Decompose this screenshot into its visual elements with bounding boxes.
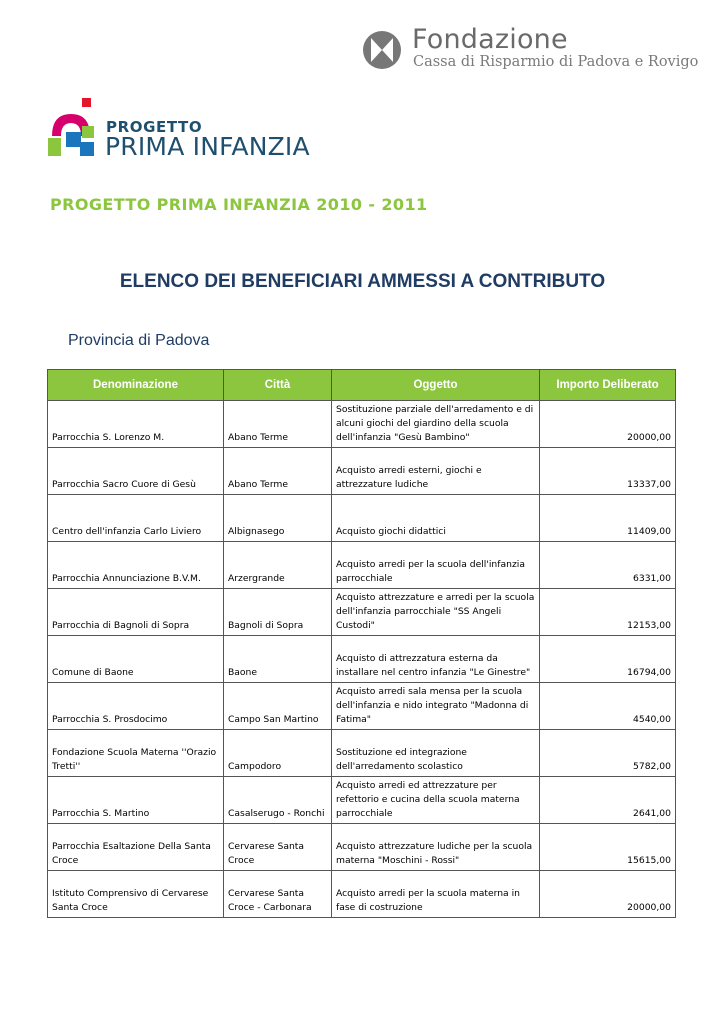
cell-oggetto: Acquisto di attrezzatura esterna da installare nel centro infanzia "Le Ginestre": [332, 636, 540, 683]
cell-citta: Abano Terme: [224, 401, 332, 448]
cell-oggetto: Acquisto attrezzature ludiche per la scuola materna "Moschini - Rossi": [332, 824, 540, 871]
table-row: [48, 824, 676, 871]
fondazione-subtitle: Cassa di Risparmio di Padova e Rovigo: [413, 54, 699, 70]
logo-word-progetto: PROGETTO: [106, 118, 203, 136]
cell-denominazione: Parrocchia Annunciazione B.V.M.: [48, 542, 224, 589]
building-blocks-icon: [48, 98, 108, 160]
cell-importo: 6331,00: [540, 542, 676, 589]
cell-citta: Abano Terme: [224, 448, 332, 495]
cell-citta: Casalserugo - Ronchi: [224, 777, 332, 824]
fondazione-logo: [362, 24, 702, 74]
cell-importo: 13337,00: [540, 448, 676, 495]
cell-oggetto: Sostituzione parziale dell'arredamento e di alcuni giochi del giardino della scuola dell'infanzia "Gesù Bambino": [332, 401, 540, 448]
cell-importo: 20000,00: [540, 401, 676, 448]
cell-denominazione: Parrocchia S. Lorenzo M.: [48, 401, 224, 448]
cell-denominazione: Parrocchia S. Martino: [48, 777, 224, 824]
cell-importo: 16794,00: [540, 636, 676, 683]
cell-denominazione: Fondazione Scuola Materna ''Orazio Tretti'': [48, 730, 224, 777]
cell-oggetto: Acquisto arredi per la scuola dell'infanzia parrocchiale: [332, 542, 540, 589]
cell-oggetto: Acquisto arredi sala mensa per la scuola dell'infanzia e nido integrato "Madonna di Fatima": [332, 683, 540, 730]
cell-citta: Campodoro: [224, 730, 332, 777]
table-body: [48, 401, 676, 918]
beneficiaries-table: [47, 369, 676, 918]
cell-oggetto: Acquisto arredi per la scuola materna in fase di costruzione: [332, 871, 540, 918]
cell-importo: 11409,00: [540, 495, 676, 542]
table-row: [48, 730, 676, 777]
header-citta: Città: [224, 370, 332, 401]
cell-importo: 12153,00: [540, 589, 676, 636]
table-row: [48, 589, 676, 636]
project-title: PROGETTO PRIMA INFANZIA 2010 - 2011: [50, 195, 428, 214]
table-header: [48, 370, 676, 401]
province-subtitle: Provincia di Padova: [68, 332, 210, 349]
cell-citta: Campo San Martino: [224, 683, 332, 730]
cell-citta: Arzergrande: [224, 542, 332, 589]
logo-word-prima-infanzia: PRIMA INFANZIA: [105, 132, 310, 161]
cell-importo: 2641,00: [540, 777, 676, 824]
cell-denominazione: Parrocchia S. Prosdocimo: [48, 683, 224, 730]
cell-denominazione: Centro dell'infanzia Carlo Liviero: [48, 495, 224, 542]
page-heading: ELENCO DEI BENEFICIARI AMMESSI A CONTRIBUTO: [119, 271, 606, 292]
cell-oggetto: Acquisto attrezzature e arredi per la scuola dell'infanzia parrocchiale "SS Angeli Custodi": [332, 589, 540, 636]
fondazione-name: Fondazione: [412, 24, 568, 55]
cell-oggetto: Acquisto giochi didattici: [332, 495, 540, 542]
table-row: [48, 448, 676, 495]
cell-oggetto: Acquisto arredi esterni, giochi e attrezzature ludiche: [332, 448, 540, 495]
progetto-prima-infanzia-logo: [48, 98, 348, 162]
table-row: [48, 683, 676, 730]
cell-citta: Cervarese Santa Croce - Carbonara: [224, 871, 332, 918]
cell-citta: Albignasego: [224, 495, 332, 542]
cell-citta: Baone: [224, 636, 332, 683]
header-importo: Importo Deliberato: [540, 370, 676, 401]
cell-oggetto: Sostituzione ed integrazione dell'arredamento scolastico: [332, 730, 540, 777]
header-denominazione: Denominazione: [48, 370, 224, 401]
cell-importo: 20000,00: [540, 871, 676, 918]
cell-importo: 15615,00: [540, 824, 676, 871]
table-row: [48, 636, 676, 683]
cell-oggetto: Acquisto arredi ed attrezzature per refettorio e cucina della scuola materna parrocchiale: [332, 777, 540, 824]
cell-citta: Bagnoli di Sopra: [224, 589, 332, 636]
cell-denominazione: Parrocchia Sacro Cuore di Gesù: [48, 448, 224, 495]
table-row: [48, 542, 676, 589]
table-row: [48, 401, 676, 448]
cell-denominazione: Istituto Comprensivo di Cervarese Santa Croce: [48, 871, 224, 918]
header-oggetto: Oggetto: [332, 370, 540, 401]
cell-denominazione: Comune di Baone: [48, 636, 224, 683]
cell-importo: 4540,00: [540, 683, 676, 730]
table-row: [48, 495, 676, 542]
cell-importo: 5782,00: [540, 730, 676, 777]
cell-citta: Cervarese Santa Croce: [224, 824, 332, 871]
cell-denominazione: Parrocchia Esaltazione Della Santa Croce: [48, 824, 224, 871]
table-row: [48, 777, 676, 824]
cell-denominazione: Parrocchia di Bagnoli di Sopra: [48, 589, 224, 636]
table-row: [48, 871, 676, 918]
fondazione-emblem-icon: [362, 30, 402, 70]
